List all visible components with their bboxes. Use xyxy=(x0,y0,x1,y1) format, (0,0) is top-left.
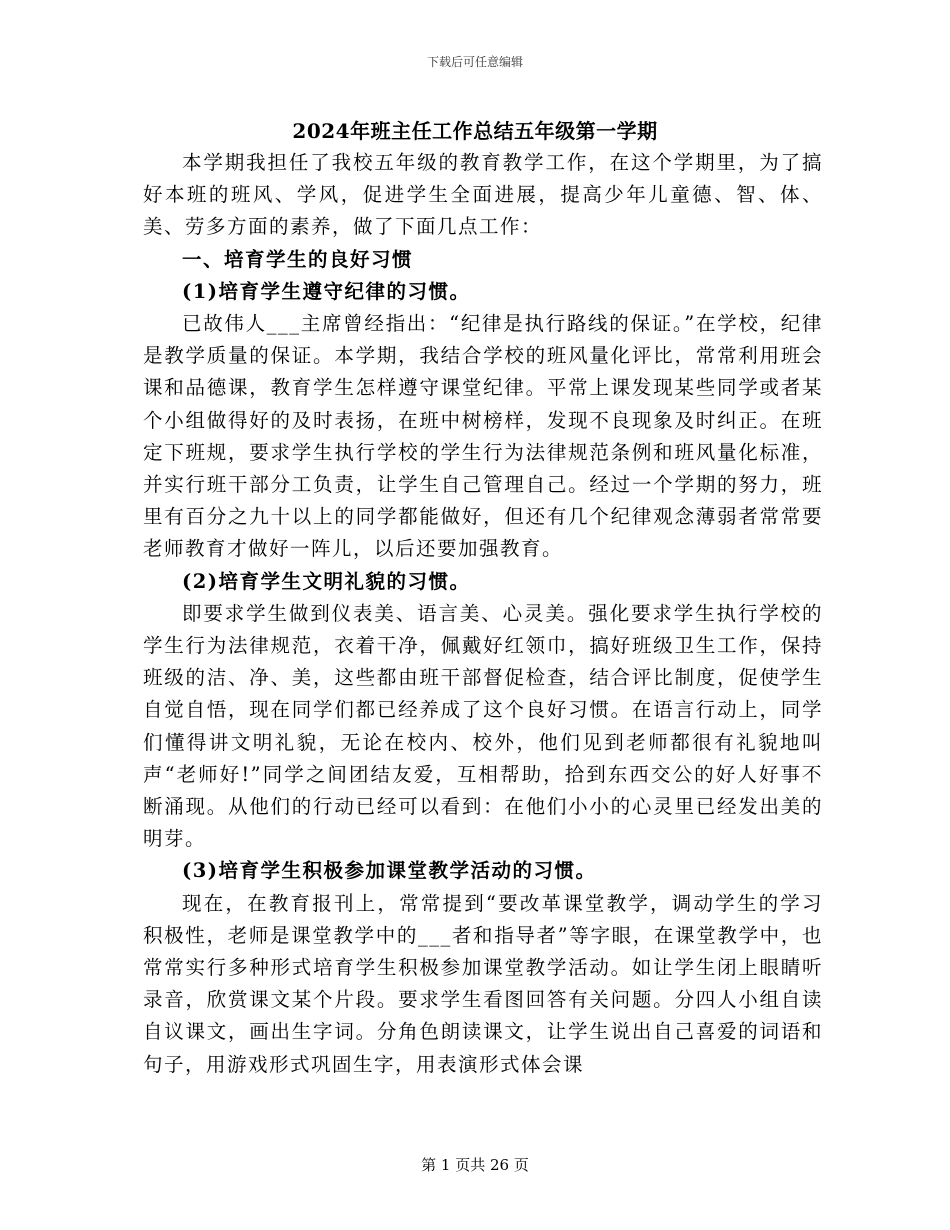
subsection-heading-courtesy: (2)培育学生文明礼貌的习惯。 xyxy=(182,569,471,593)
header-note: 下载后可任意编辑 xyxy=(426,55,523,69)
subsection-heading-class-participation: (3)培育学生积极参加课堂教学活动的习惯。 xyxy=(182,859,597,883)
document-title: 2024年班主任工作总结五年级第一学期 xyxy=(292,119,658,143)
class-participation-paragraph: 现在，在教育报刊上，常常提到“要改革课堂教学，调动学生的学习积极性，老师是课堂教学中的___者和指导者”等字眼，在课堂教学中，也常常实行多种形式培育学生积极参加课堂教学活动。如让学生闭上眼睛听录音，欣赏课文某个片段。要求学生看图回答有关问题。分四人小组自读自议课文，画出生字词。分角色朗读课文，让学生说出自己喜爱的词语和句子，用游戏形式巩固生字，用表演形式体会课 xyxy=(143,891,823,1076)
discipline-paragraph: 已故伟人___主席曾经指出：“纪律是执行路线的保证。”在学校，纪律是教学质量的保证。本学期，我结合学校的班风量化评比，常常利用班会课和品德课，教育学生怎样遵守课堂纪律。平常上课发现某些同学或者某个小组做得好的及时表扬，在班中树榜样，发现不良现象及时纠正。在班定下班规，要求学生执行学校的学生行为法律规范条例和班风量化标准，并实行班干部分工负责，让学生自己管理自己。经过一个学期的努力，班里有百分之九十以上的同学都能做好，但还有几个纪律观念薄弱者常常要老师教育才做好一阵儿，以后还要加强教育。 xyxy=(143,312,823,561)
intro-paragraph: 本学期我担任了我校五年级的教育教学工作，在这个学期里，为了搞好本班的班风、学风，促进学生全面进展，提高少年儿童德、智、体、美、劳多方面的素养，做了下面几点工作： xyxy=(143,151,823,239)
page-number-footer: 第 1 页共 26 页 xyxy=(421,1156,529,1174)
subsection-heading-discipline: (1)培育学生遵守纪律的习惯。 xyxy=(182,279,471,303)
document-body xyxy=(143,147,823,1081)
courtesy-paragraph: 即要求学生做到仪表美、语言美、心灵美。强化要求学生执行学校的学生行为法律规范，衣着干净，佩戴好红领巾，搞好班级卫生工作，保持班级的洁、净、美，这些都由班干部督促检查，结合评比制度，促使学生自觉自悟，现在同学们都已经养成了这个良好习惯。在语言行动上，同学们懂得讲文明礼貌，无论在校内、校外，他们见到老师都很有礼貌地叫声“老师好!”同学之间团结友爱，互相帮助，拾到东西交公的好人好事不断涌现。从他们的行动已经可以看到：在他们小小的心灵里已经发出美的明芽。 xyxy=(143,601,823,851)
section-heading-good-habits: 一、培育学生的良好习惯 xyxy=(182,247,414,271)
